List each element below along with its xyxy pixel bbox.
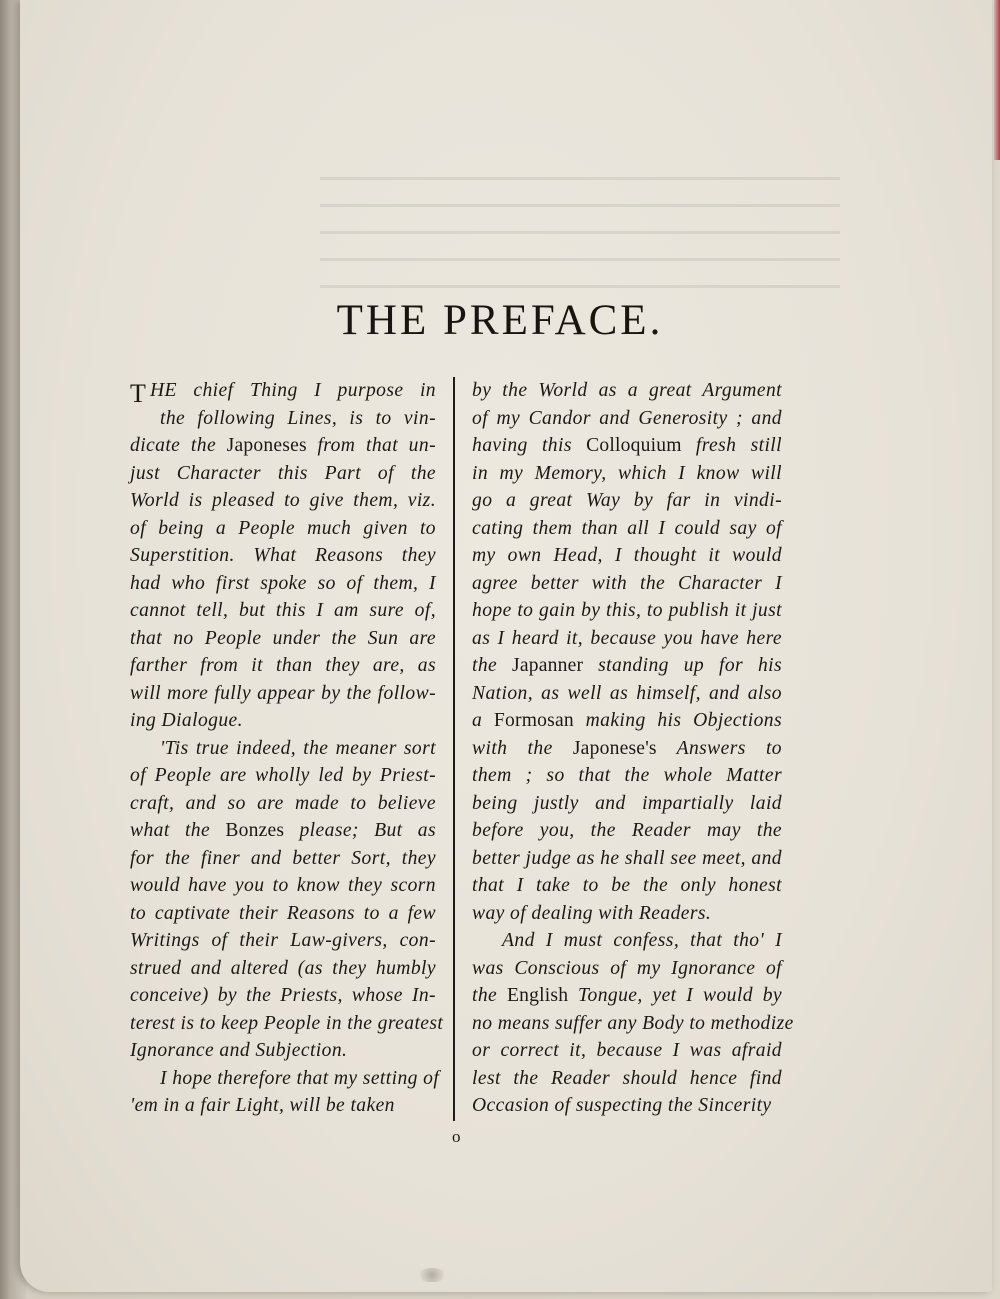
text-segment: having this <box>472 435 587 456</box>
text-line <box>130 735 436 763</box>
text-line <box>130 1010 444 1038</box>
text-segment: would have you to know they scorn <box>130 875 436 896</box>
text-segment: cating them than all I could say of <box>472 517 782 539</box>
text-line <box>472 432 782 460</box>
text-segment: no means suffer any Body to methodize <box>472 1012 794 1034</box>
text-segment: better judge as he shall see meet, and <box>472 847 782 869</box>
text-line <box>130 817 436 845</box>
text-line <box>472 1065 782 1093</box>
text-segment: being justly and impartially laid <box>472 792 782 814</box>
text-segment: please; But as <box>284 820 436 841</box>
text-segment: 'em in a fair Light, will be taken <box>130 1095 395 1116</box>
text-line <box>130 432 436 460</box>
text-line <box>472 597 782 625</box>
text-segment: cannot tell, but this I am sure of, <box>130 600 436 621</box>
text-line <box>472 460 782 488</box>
roman-word: Colloquium <box>586 435 682 456</box>
text-line <box>472 515 782 543</box>
bleed-through-heading <box>320 95 840 153</box>
text-segment: I hope therefore that my setting of <box>160 1067 440 1089</box>
text-line <box>130 460 436 488</box>
text-line <box>472 707 782 735</box>
text-segment: Occasion of suspecting the Sincerity <box>472 1095 772 1116</box>
text-segment: standing up for his <box>583 655 783 676</box>
text-segment: And I must confess, that tho' I <box>502 930 782 951</box>
text-segment: fresh still <box>681 435 782 456</box>
text-line <box>130 515 436 543</box>
text-segment: will more fully appear by the follow- <box>130 682 436 704</box>
roman-word: Formosan <box>493 710 574 731</box>
text-segment: as I heard it, because you have here <box>472 627 782 649</box>
text-line <box>472 405 782 433</box>
text-segment: Answers to <box>656 737 782 759</box>
text-line <box>130 872 436 900</box>
text-segment: or correct it, because I was afraid <box>472 1040 782 1061</box>
text-segment: dicate the <box>130 435 227 456</box>
bleed-through-line <box>320 204 840 207</box>
roman-word: Japanner <box>512 655 584 676</box>
text-segment: had who first spoke so of them, I <box>130 572 436 594</box>
text-segment: World is pleased to give them, viz. <box>130 490 436 511</box>
text-segment: terest is to keep People in the greatest <box>130 1012 444 1034</box>
text-line <box>130 900 436 928</box>
text-segment: ing Dialogue. <box>130 710 243 731</box>
column-divider-rule <box>453 377 455 1121</box>
text-segment: that I take to be the only honest <box>472 875 782 896</box>
text-segment: by the World as a great Argument <box>472 380 782 401</box>
text-line <box>130 955 436 983</box>
text-segment: the following Lines, is to vin- <box>160 407 436 429</box>
text-line <box>472 927 782 955</box>
text-segment: the <box>472 655 513 676</box>
roman-word: English <box>506 985 569 1006</box>
text-line <box>130 487 436 515</box>
text-segment: making his Objections <box>573 710 782 731</box>
text-line <box>472 982 782 1010</box>
text-segment: lest the Reader should hence find <box>472 1067 782 1089</box>
text-line <box>472 955 782 983</box>
text-segment: hope to gain by this, to publish it just <box>472 600 782 621</box>
text-segment: farther from it than they are, as <box>130 655 436 676</box>
bleed-through-line <box>320 177 840 180</box>
text-segment: from that un- <box>306 435 436 456</box>
text-segment: my own Head, I thought it would <box>472 545 782 566</box>
text-line <box>130 1092 436 1120</box>
right-text-column <box>472 377 794 1120</box>
red-cover-edge <box>994 0 1000 160</box>
text-line <box>472 487 782 515</box>
text-line <box>130 542 436 570</box>
text-line <box>472 790 782 818</box>
signature-mark: o <box>452 1127 461 1146</box>
text-segment: them ; so that the whole Matter <box>472 765 782 786</box>
text-segment: in my Memory, which I know will <box>472 462 782 484</box>
text-segment: for the finer and better Sort, they <box>130 847 436 869</box>
text-segment: Superstition. What Reasons they <box>130 545 436 566</box>
left-text-column <box>130 377 444 1120</box>
text-segment: craft, and so are made to believe <box>130 792 436 814</box>
text-line <box>130 597 436 625</box>
text-line <box>472 900 782 928</box>
text-segment: Tongue, yet I would by <box>568 985 782 1006</box>
paper-blemish <box>420 1268 444 1282</box>
text-line <box>472 872 782 900</box>
text-line <box>130 1065 440 1093</box>
text-segment: Nation, as well as himself, and also <box>472 682 782 704</box>
text-line <box>130 927 436 955</box>
text-line <box>472 680 782 708</box>
text-segment: way of dealing with Readers. <box>472 902 712 924</box>
roman-word: Japoneses <box>226 435 307 456</box>
text-segment: with the <box>472 737 573 759</box>
text-line <box>130 570 436 598</box>
text-line <box>472 1092 782 1120</box>
text-segment: of my Candor and Generosity ; and <box>472 407 782 429</box>
text-line <box>472 735 782 763</box>
text-line <box>130 845 436 873</box>
text-segment: conceive) by the Priests, whose In- <box>130 985 436 1006</box>
text-line <box>472 1010 794 1038</box>
bleed-through-line <box>320 258 840 261</box>
text-segment: to captivate their Reasons to a few <box>130 902 436 924</box>
text-line <box>130 707 436 735</box>
text-line <box>130 790 436 818</box>
text-segment: Writings of their Law-givers, con- <box>130 930 436 951</box>
text-segment: HE chief Thing I purpose in <box>150 380 436 401</box>
text-segment: Ignorance and Subjection. <box>130 1040 348 1061</box>
text-line <box>472 652 782 680</box>
drop-cap-letter: T <box>130 379 147 408</box>
text-line <box>472 570 782 598</box>
text-line <box>130 625 436 653</box>
text-line <box>472 1037 782 1065</box>
text-line <box>130 762 436 790</box>
text-line <box>472 762 782 790</box>
roman-word: Japonese's <box>572 737 657 759</box>
text-line <box>472 817 782 845</box>
text-segment: agree better with the Character I <box>472 572 782 594</box>
text-line <box>472 845 782 873</box>
bleed-through-line <box>320 285 840 288</box>
text-segment: that no People under the Sun are <box>130 627 436 649</box>
text-segment: 'Tis true indeed, the meaner sort <box>160 737 436 759</box>
text-line <box>130 652 436 680</box>
text-segment: go a great Way by far in vindi- <box>472 490 782 511</box>
text-segment: strued and altered (as they humbly <box>130 957 436 979</box>
text-segment: what the <box>130 820 226 841</box>
text-line <box>130 405 436 433</box>
text-segment: just Character this Part of the <box>130 462 436 484</box>
text-line <box>130 377 436 408</box>
text-line <box>472 377 782 405</box>
text-line <box>130 680 436 708</box>
text-segment: a <box>472 710 494 731</box>
text-segment: of People are wholly led by Priest- <box>130 765 436 786</box>
bleed-through-line <box>320 231 840 234</box>
text-segment: of being a People much given to <box>130 517 436 539</box>
text-line <box>472 542 782 570</box>
roman-word: Bonzes <box>225 820 285 841</box>
text-line <box>130 982 436 1010</box>
page-title: THE PREFACE. <box>336 297 664 344</box>
text-segment: was Conscious of my Ignorance of <box>472 957 782 979</box>
text-line <box>472 625 782 653</box>
text-segment: the <box>472 985 507 1006</box>
text-segment: before you, the Reader may the <box>472 820 782 841</box>
text-line <box>130 1037 436 1065</box>
